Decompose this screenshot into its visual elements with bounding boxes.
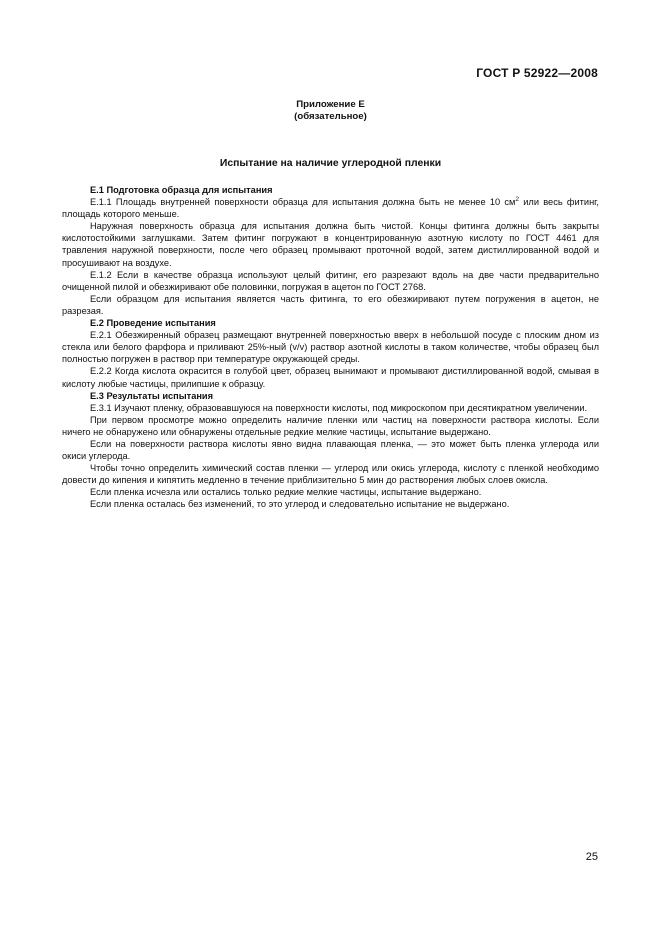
paragraph-e3-1: Е.3.1 Изучают пленку, образовавшуюся на поверхности кислоты, под микроскопом при десятикратном увеличении.	[90, 402, 588, 413]
document-code: ГОСТ Р 52922—2008	[476, 66, 598, 80]
paragraph-e1-1-text-b: или весь фитинг, площадь которого меньше.	[62, 197, 599, 220]
paragraph-surface: Наружная поверхность образца для испытания должна быть чистой. Концы фитинга должны быть закрыты кислотостойкими заглушками. Затем фитинг погружают в концентрированную азотную кислоту по ГОСТ 4461 для травления наружной поверхности, после чего образец промывают проточной водой, затем дистиллированной водой и просушивают на воздухе.	[62, 221, 599, 268]
page-number: 25	[585, 851, 598, 863]
heading-e3: Е.3 Результаты испытания	[90, 390, 214, 401]
paragraph-chemical: Чтобы точно определить химический состав пленки — углерод или окись углерода, кислоту с пленкой необходимо довести до кипения и кипятить медленно в течение приблизительно 5 мин до растворения любых слоев окисла.	[62, 463, 599, 486]
paragraph-part: Если образцом для испытания является часть фитинга, то его обезжиривают путем погружения в ацетон, не разрезая.	[62, 293, 599, 316]
section-title: Испытание на наличие углеродной пленки	[219, 158, 442, 169]
paragraph-e2-1: Е.2.1 Обезжиренный образец размещают внутренней поверхностью вверх в небольшой посуде с плоским дном из стекла или белого фарфора и приливают 25%-ный (v/v) раствор азотной кислоты в таком количестве, чтобы образец был полностью погружен в раствор при температуре окружающей среды.	[62, 330, 599, 365]
paragraph-floating-film: Если на поверхности раствора кислоты явно видна плавающая пленка, — это может быть пленка углерода или окиси углерода.	[62, 438, 599, 462]
paragraph-first-view: При первом просмотре можно определить наличие пленки или частиц на поверхности раствора кислоты. Если ничего не обнаружено или обнаружены отдельные редкие мелкие частицы, испытание выдержано.	[62, 414, 599, 437]
paragraph-e1-1	[62, 196, 599, 220]
heading-e1: Е.1 Подготовка образца для испытания	[90, 185, 273, 195]
heading-e2: Е.2 Проведение испытания	[90, 318, 216, 329]
document-body	[62, 184, 599, 511]
appendix-title: Приложение Е	[296, 99, 365, 110]
appendix-status: (обязательное)	[294, 111, 367, 122]
paragraph-passed: Если пленка исчезла или остались только редкие мелкие частицы, испытание выдержано.	[90, 487, 482, 498]
superscript-2: 2	[515, 196, 519, 204]
paragraph-e1-1-text-a: Е.1.1 Площадь внутренней поверхности образца для испытания должна быть не менее 10 см	[90, 197, 516, 208]
paragraph-e1-2: Е.1.2 Если в качестве образца используют целый фитинг, его разрезают вдоль на две части предварительно очищенной пилой и обезжиривают обе половинки, погружая в ацетон по ГОСТ 2768.	[62, 269, 599, 292]
paragraph-failed: Если пленка осталась без изменений, то это углерод и следовательно испытание не выдержано.	[90, 499, 510, 510]
appendix-heading	[0, 99, 661, 123]
paragraph-e2-2: Е.2.2 Когда кислота окрасится в голубой цвет, образец вынимают и промывают дистиллированной водой, смывая в кислоту любые частицы, прилипшие к образцу.	[62, 366, 599, 389]
